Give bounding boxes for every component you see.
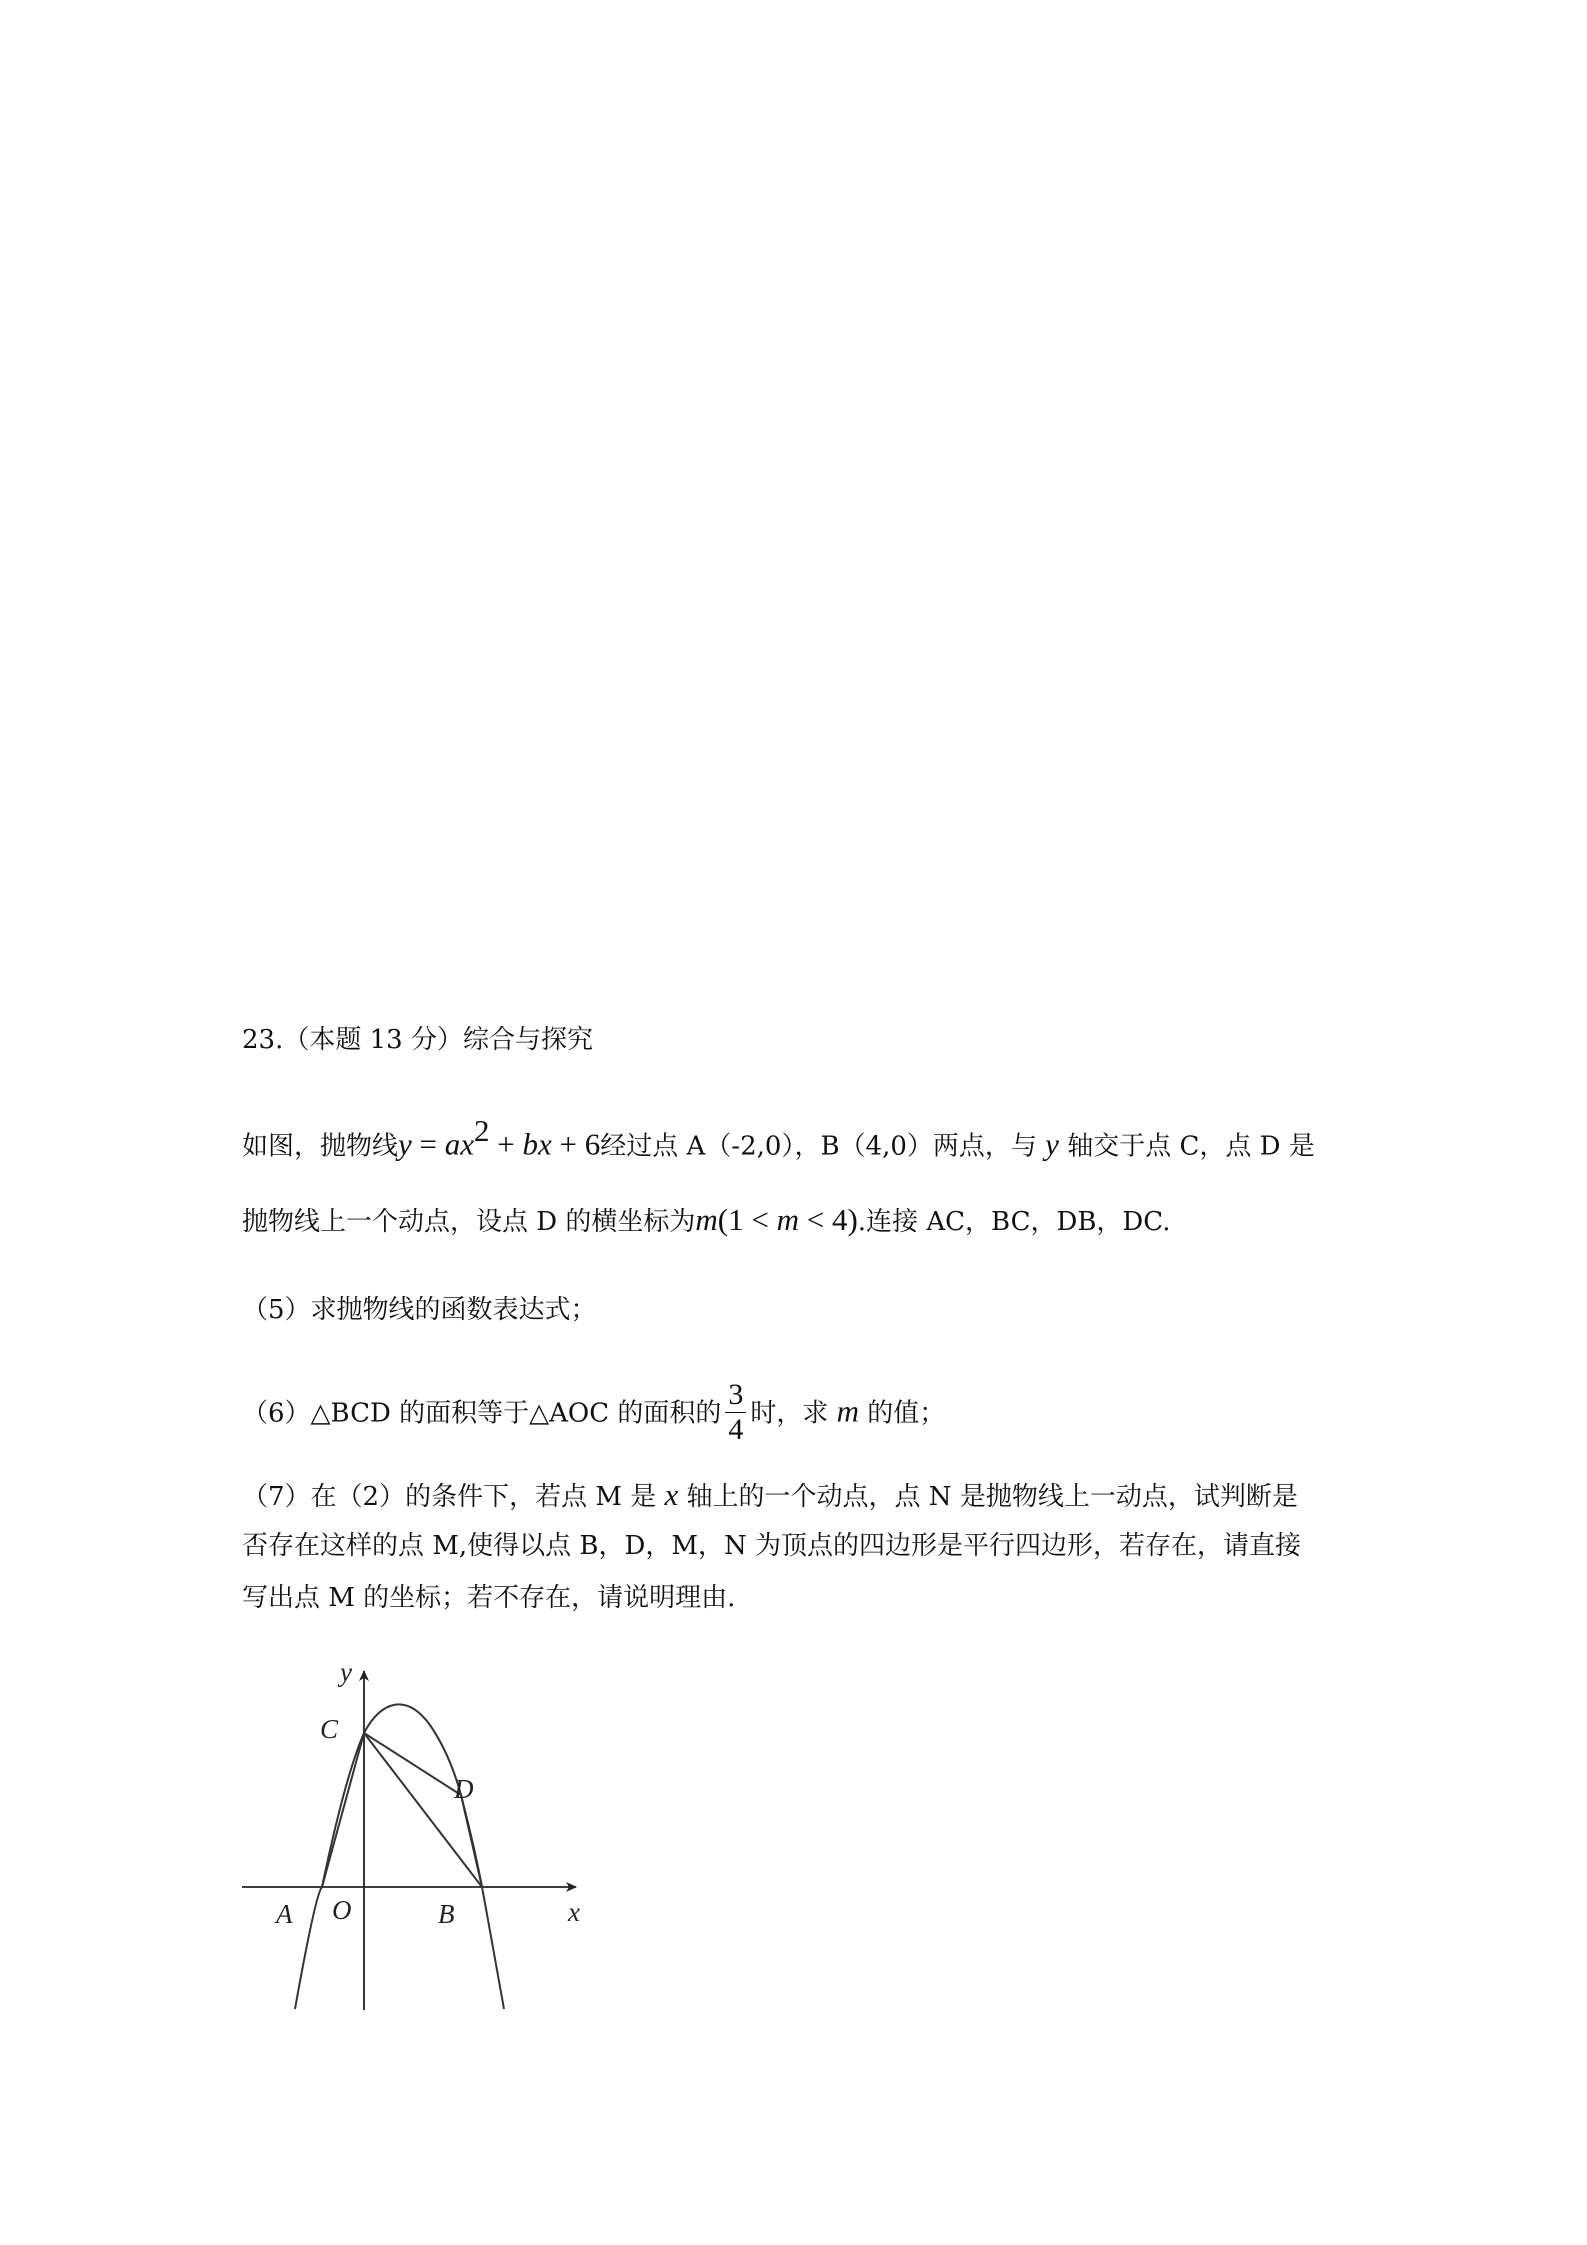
fraction-three-quarters xyxy=(725,1378,746,1447)
question-7-line-2-text: 否存在这样的点 M,使得以点 B，D，M，N 为顶点的四边形是平行四边形，若存在，请直接 xyxy=(242,1531,1302,1561)
point-d-label: D xyxy=(454,1774,474,1804)
m-variable-range: m xyxy=(776,1202,799,1237)
formula-constant: + 6 xyxy=(551,1126,601,1162)
fraction-denominator: 4 xyxy=(728,1413,744,1446)
question-7-prefix: （7）在（2）的条件下，若点 M 是 xyxy=(242,1482,665,1512)
question-7-line-3 xyxy=(242,1580,735,1616)
formula-equals: = xyxy=(411,1126,445,1162)
segment-ac xyxy=(322,1733,364,1887)
question-6-m: m xyxy=(836,1393,860,1429)
question-7-line-3-text: 写出点 M 的坐标；若不存在，请说明理由. xyxy=(242,1583,736,1613)
question-7-suffix: 轴上的一个动点，点 N 是抛物线上一动点，试判断是 xyxy=(678,1482,1298,1512)
fraction-numerator: 3 xyxy=(725,1378,746,1413)
point-a-label: A xyxy=(276,1899,293,1929)
point-c-label: C xyxy=(320,1714,339,1744)
m-variable: m xyxy=(695,1202,718,1237)
stem-prefix: 如图，抛物线 xyxy=(242,1131,399,1162)
x-axis-label: x xyxy=(568,1897,580,1927)
problem-title xyxy=(242,1022,593,1058)
parabola-figure xyxy=(240,1655,600,2015)
stem2-prefix: 抛物线上一个动点，设点 D 的横坐标为 xyxy=(242,1207,696,1237)
stem-points: 经过点 A（-2,0），B（4,0）两点，与 xyxy=(600,1131,1046,1162)
question-6 xyxy=(242,1380,945,1449)
origin-label: O xyxy=(332,1895,352,1925)
stem-axis-intersect: 轴交于点 C，点 D 是 xyxy=(1058,1131,1315,1162)
range-close: < 4) xyxy=(798,1202,858,1237)
formula-bx: bx xyxy=(522,1126,552,1162)
question-5-text: （5）求抛物线的函数表达式； xyxy=(242,1295,597,1325)
y-variable: y xyxy=(1045,1126,1059,1162)
parabola-curve xyxy=(295,1704,504,2009)
range-open: (1 < xyxy=(717,1202,777,1237)
formula-exponent: 2 xyxy=(474,1113,490,1148)
question-6-mid: 时，求 xyxy=(750,1398,837,1429)
point-b-label: B xyxy=(438,1899,455,1929)
question-6-suffix: 的值； xyxy=(859,1398,946,1429)
x-variable: x xyxy=(664,1477,679,1512)
problem-stem-line-1 xyxy=(242,1113,1315,1165)
question-7-line-1 xyxy=(242,1477,1298,1515)
formula-y: y xyxy=(398,1126,412,1162)
question-6-prefix: （6）△BCD 的面积等于△AOC 的面积的 xyxy=(242,1398,722,1429)
problem-title-text: 23.（本题 13 分）综合与探究 xyxy=(242,1025,593,1055)
segment-dc xyxy=(364,1733,461,1795)
question-5 xyxy=(242,1292,597,1328)
stem2-suffix: .连接 AC，BC，DB，DC. xyxy=(857,1207,1171,1237)
parabola-diagram xyxy=(240,1655,600,2015)
y-axis-label: y xyxy=(340,1657,352,1687)
formula-ax: ax xyxy=(444,1126,475,1162)
formula-plus: + xyxy=(489,1126,523,1162)
question-7-line-2 xyxy=(242,1528,1301,1564)
problem-stem-line-2 xyxy=(242,1202,1171,1240)
